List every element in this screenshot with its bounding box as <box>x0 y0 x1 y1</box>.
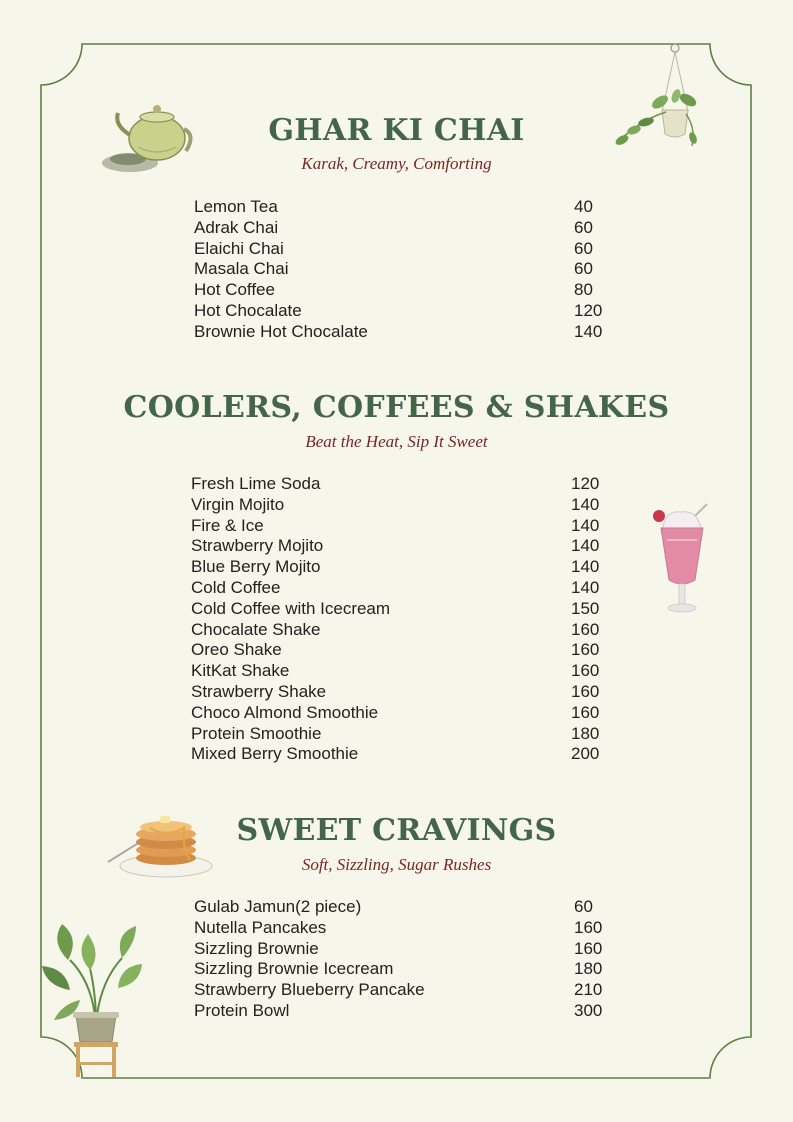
menu-item <box>194 259 614 280</box>
section-title-ghar-ki-chai: GHAR KI CHAI <box>268 113 525 148</box>
menu-item-name: Lemon Tea <box>194 197 278 216</box>
menu-item-price: 140 <box>571 557 600 577</box>
menu-item-name: Gulab Jamun(2 piece) <box>194 897 362 916</box>
menu-item-name: Sizzling Brownie <box>194 938 319 958</box>
menu-item-price: 160 <box>574 938 603 958</box>
menu-item-name: Fresh Lime Soda <box>191 474 321 493</box>
menu-item-price: 150 <box>571 598 600 618</box>
menu-item-name: Oreo Shake <box>191 640 282 660</box>
menu-list-sweet-cravings <box>194 897 614 1022</box>
menu-item-name: Strawberry Mojito <box>191 536 324 556</box>
menu-item-name: Fire & Ice <box>191 515 264 535</box>
section-subtitle-coolers-coffees-shakes: Beat the Heat, Sip It Sweet <box>305 432 488 451</box>
menu-item-name: Strawberry Shake <box>191 681 327 701</box>
menu-item <box>191 578 611 599</box>
menu-item-name: Masala Chai <box>194 259 289 279</box>
menu-item <box>194 918 614 939</box>
menu-item <box>191 661 611 682</box>
menu-item-price: 40 <box>574 197 593 216</box>
menu-item <box>191 516 611 537</box>
menu-item-name: Cold Coffee with Icecream <box>191 598 391 618</box>
menu-item-price: 60 <box>574 259 593 279</box>
menu-item-name: Chocalate Shake <box>191 619 321 639</box>
menu-item <box>191 682 611 703</box>
menu-item-name: Elaichi Chai <box>194 238 284 258</box>
menu-item <box>194 301 614 322</box>
menu-item-name: Hot Coffee <box>194 280 275 300</box>
menu-item <box>194 197 614 218</box>
menu-item <box>194 322 614 343</box>
menu-item <box>194 280 614 301</box>
menu-item <box>194 939 614 960</box>
milkshake-icon <box>645 500 715 622</box>
menu-item-price: 180 <box>574 959 603 979</box>
menu-item <box>191 744 611 765</box>
menu-item-name: Cold Coffee <box>191 577 281 597</box>
menu-list-ghar-ki-chai <box>194 197 614 343</box>
menu-item-price: 60 <box>574 897 593 916</box>
menu-item-price: 140 <box>571 536 600 556</box>
menu-item-name: Virgin Mojito <box>191 494 285 514</box>
menu-item-price: 60 <box>574 217 593 237</box>
menu-item-price: 160 <box>574 917 603 937</box>
menu-item-price: 140 <box>571 515 600 535</box>
menu-item <box>194 239 614 260</box>
section-title-coolers-coffees-shakes: COOLERS, COFFEES & SHAKES <box>123 390 670 425</box>
menu-item-price: 160 <box>571 702 600 722</box>
menu-item-price: 200 <box>571 744 600 764</box>
menu-item-name: Brownie Hot Chocalate <box>194 321 368 341</box>
section-subtitle-sweet-cravings: Soft, Sizzling, Sugar Rushes <box>301 855 492 874</box>
menu-item-name: Strawberry Blueberry Pancake <box>194 980 425 1000</box>
menu-list-coolers-coffees-shakes <box>191 474 611 765</box>
menu-item-name: Sizzling Brownie Icecream <box>194 959 394 979</box>
section-title-sweet-cravings: SWEET CRAVINGS <box>236 813 557 848</box>
menu-item <box>191 495 611 516</box>
potted-plant-icon <box>40 920 145 1080</box>
menu-item <box>194 980 614 1001</box>
menu-item <box>191 724 611 745</box>
menu-item <box>191 474 611 495</box>
menu-item <box>194 1001 614 1022</box>
menu-item-price: 210 <box>574 980 603 1000</box>
menu-item-name: Mixed Berry Smoothie <box>191 744 359 764</box>
menu-item-price: 160 <box>571 640 600 660</box>
menu-item-price: 160 <box>571 661 600 681</box>
menu-item <box>191 557 611 578</box>
menu-item <box>194 218 614 239</box>
menu-item-price: 80 <box>574 280 593 300</box>
menu-item-price: 60 <box>574 238 593 258</box>
menu-item-name: Blue Berry Mojito <box>191 557 321 577</box>
menu-item-price: 140 <box>571 577 600 597</box>
menu-item <box>191 599 611 620</box>
menu-item-name: Adrak Chai <box>194 217 279 237</box>
menu-item-name: Protein Bowl <box>194 1000 290 1020</box>
menu-item-name: Hot Chocalate <box>194 300 302 320</box>
menu-item <box>194 897 614 918</box>
menu-item-price: 120 <box>574 300 603 320</box>
menu-item <box>191 620 611 641</box>
menu-item-price: 300 <box>574 1000 603 1020</box>
menu-item-name: Nutella Pancakes <box>194 917 327 937</box>
menu-item-price: 160 <box>571 681 600 701</box>
menu-item-price: 180 <box>571 723 600 743</box>
menu-item <box>191 536 611 557</box>
menu-item-price: 140 <box>571 494 600 514</box>
menu-item-price: 120 <box>571 474 600 493</box>
menu-item-name: Choco Almond Smoothie <box>191 702 379 722</box>
section-subtitle-ghar-ki-chai: Karak, Creamy, Comforting <box>301 154 492 173</box>
menu-item <box>194 959 614 980</box>
menu-item-price: 140 <box>574 321 603 341</box>
menu-item-name: Protein Smoothie <box>191 723 322 743</box>
menu-item <box>191 640 611 661</box>
menu-item-price: 160 <box>571 619 600 639</box>
menu-item-name: KitKat Shake <box>191 661 290 681</box>
menu-item <box>191 703 611 724</box>
